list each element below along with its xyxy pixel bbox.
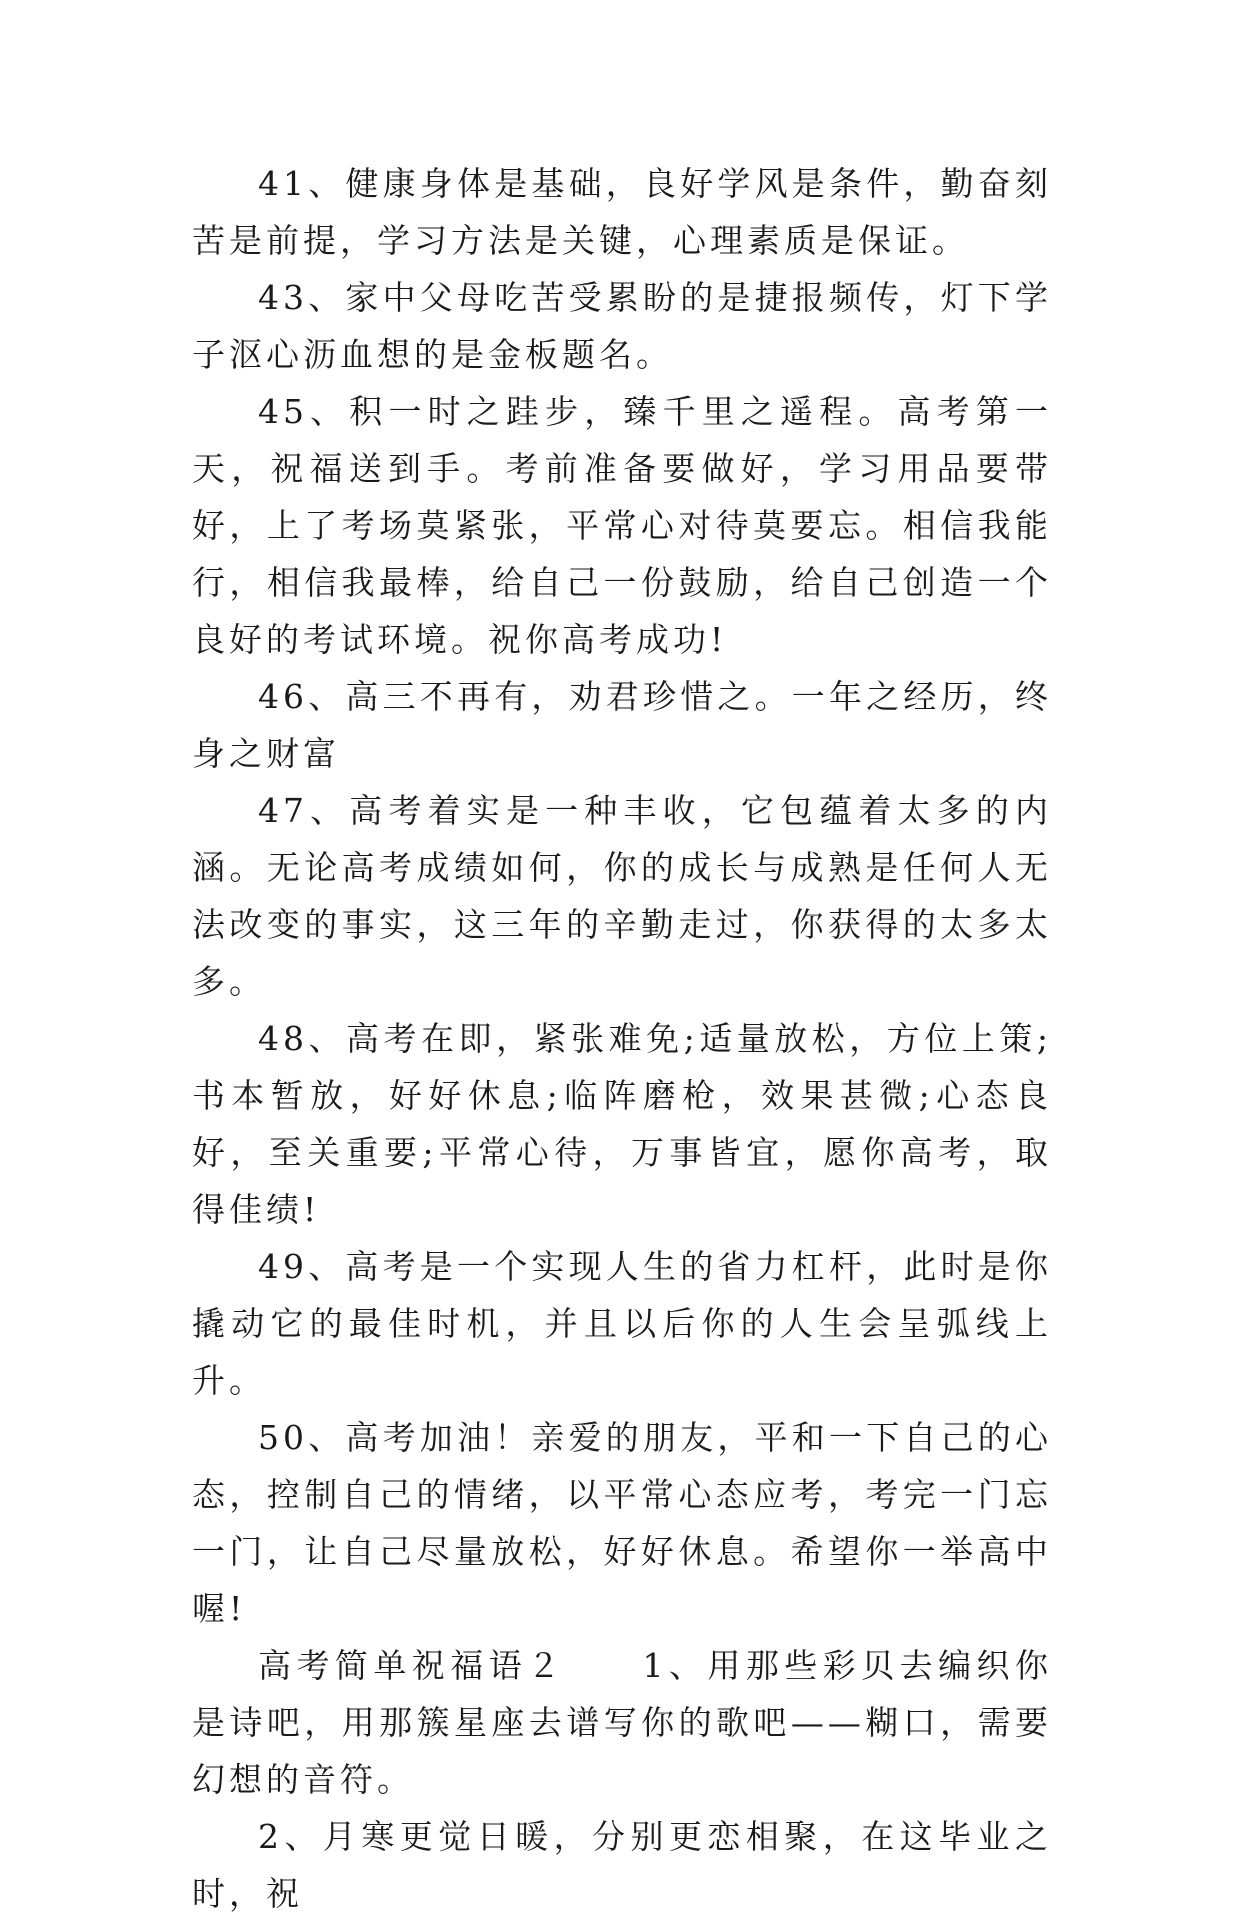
paragraph-43: 43、家中父母吃苦受累盼的是捷报频传，灯下学子沤心沥血想的是金板题名。 (192, 278, 1052, 374)
paragraph-46: 46、高三不再有，劝君珍惜之。一年之经历，终身之财富 (192, 677, 1052, 773)
paragraph-50: 50、高考加油！亲爱的朋友，平和一下自己的心态，控制自己的情绪，以平常心态应考，考完一门忘一门，让自己尽量放松，好好休息。希望你一举高中喔! (192, 1418, 1052, 1628)
section-heading-paragraph: 高考简单祝福语２ 1、用那些彩贝去编织你是诗吧，用那簇星座去谱写你的歌吧——糊口，需要幻想的音符。 (192, 1646, 1052, 1799)
paragraph-41: 41、健康身体是基础，良好学风是条件，勤奋刻苦是前提，学习方法是关键，心理素质是保证。 (192, 164, 1052, 260)
paragraph-48: 48、高考在即，紧张难免;适量放松，方位上策;书本暂放，好好休息;临阵磨枪，效果甚微;心态良好，至关重要;平常心待，万事皆宜，愿你高考，取得佳绩! (192, 1019, 1052, 1229)
paragraph-47: 47、高考着实是一种丰收，它包蕴着太多的内涵。无论高考成绩如何，你的成长与成熟是任何人无法改变的事实，这三年的辛勤走过，你获得的太多太多。 (192, 791, 1052, 1001)
paragraph-45: 45、积一时之跬步，臻千里之遥程。高考第一天，祝福送到手。考前准备要做好，学习用品要带好，上了考场莫紧张，平常心对待莫要忘。相信我能行，相信我最棒，给自己一份鼓励，给自己创造一个良好的考试环境。祝你高考成功! (192, 392, 1052, 659)
document-body (192, 155, 1052, 1922)
paragraph-2: 2、月寒更觉日暖，分别更恋相聚，在这毕业之时，祝 (192, 1817, 1052, 1913)
paragraph-49: 49、高考是一个实现人生的省力杠杆，此时是你撬动它的最佳时机，并且以后你的人生会呈弧线上升。 (192, 1247, 1052, 1400)
